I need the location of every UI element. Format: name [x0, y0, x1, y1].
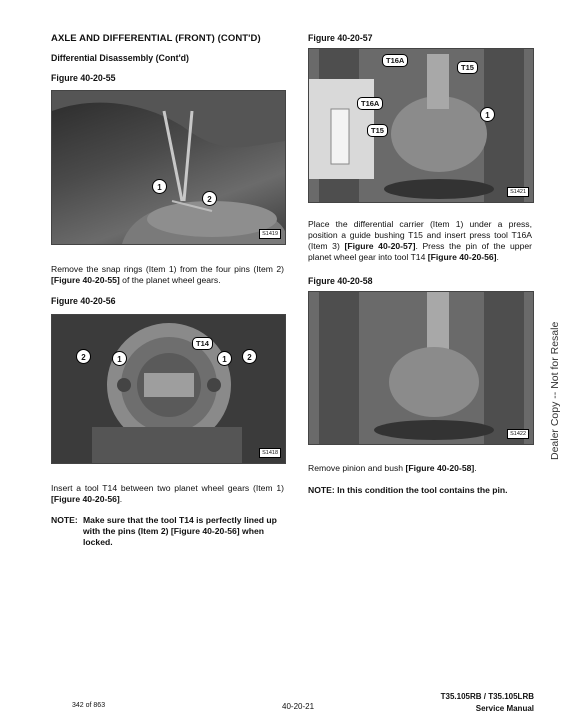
figure-56-illustration: [52, 315, 285, 463]
tool-t15-label: T15: [367, 124, 388, 137]
page-number: 40-20-21: [282, 702, 315, 711]
figure-57-photo: [308, 48, 534, 203]
figure-55-caption: Figure 40-20-55: [51, 73, 116, 83]
manual-title: Service Manual: [475, 704, 534, 713]
tool-t14-label: T14: [192, 337, 213, 350]
section-title: AXLE AND DIFFERENTIAL (FRONT) (CONT'D): [51, 33, 261, 44]
callout-1-right: 1: [217, 351, 232, 366]
paragraph-remove-pinion: Remove pinion and bush [Figure 40-20-58].: [308, 463, 477, 473]
note-tool-alignment: NOTE: Make sure that the tool T14 is perfectly lined up with the pins (Item 2) [Figure 40-20-56] when locked.: [51, 515, 277, 547]
note-tool-contains-pin: NOTE: In this condition the tool contains the pin.: [308, 485, 508, 495]
figure-55-illustration: [52, 91, 285, 244]
page-count: 342 of 863: [72, 702, 106, 709]
figure-55-photo: [51, 90, 286, 245]
dealer-copy-watermark: Dealer Copy -- Not for Resale: [549, 321, 561, 460]
figure-58-illustration: [309, 292, 533, 444]
figure-58-caption: Figure 40-20-58: [308, 276, 373, 286]
paragraph-insert-tool: Insert a tool T14 between two planet wheel gears (Item 1) [Figure 40-20-56].: [51, 483, 284, 504]
callout-1-left: 1: [112, 351, 127, 366]
figure-57-caption: Figure 40-20-57: [308, 33, 373, 43]
figure-58-photo: [308, 291, 534, 445]
figure-56-photo: [51, 314, 286, 464]
figure-58-tag: S1422: [507, 429, 529, 439]
figure-57-tag: S1421: [507, 187, 529, 197]
paragraph-remove-snap-rings: Remove the snap rings (Item 1) from the four pins (Item 2) [Figure 40-20-55] of the planet wheel gears.: [51, 264, 284, 285]
tool-t16a-label-top: T16A: [382, 54, 408, 67]
subsection-title: Differential Disassembly (Cont'd): [51, 53, 189, 63]
callout-2: 2: [202, 191, 217, 206]
model-name: T35.105RB / T35.105LRB: [440, 692, 534, 701]
figure-57-illustration: [309, 49, 533, 202]
figure-56-tag: S1418: [259, 448, 281, 458]
paragraph-place-carrier: Place the differential carrier (Item 1) under a press, position a guide bushing T15 and insert press tool T16A (Item 3) [Figure 40-20-57]. Press the pin of the upper planet wheel gear into tool T14 [Figure 40-20-56].: [308, 219, 532, 262]
callout-2-left: 2: [76, 349, 91, 364]
figure-55-tag: S1419: [259, 229, 281, 239]
callout-1: 1: [480, 107, 495, 122]
tool-t16a-label: T16A: [357, 97, 383, 110]
figure-56-caption: Figure 40-20-56: [51, 296, 116, 306]
callout-2-right: 2: [242, 349, 257, 364]
callout-1: 1: [152, 179, 167, 194]
tool-t15-label-top: T15: [457, 61, 478, 74]
